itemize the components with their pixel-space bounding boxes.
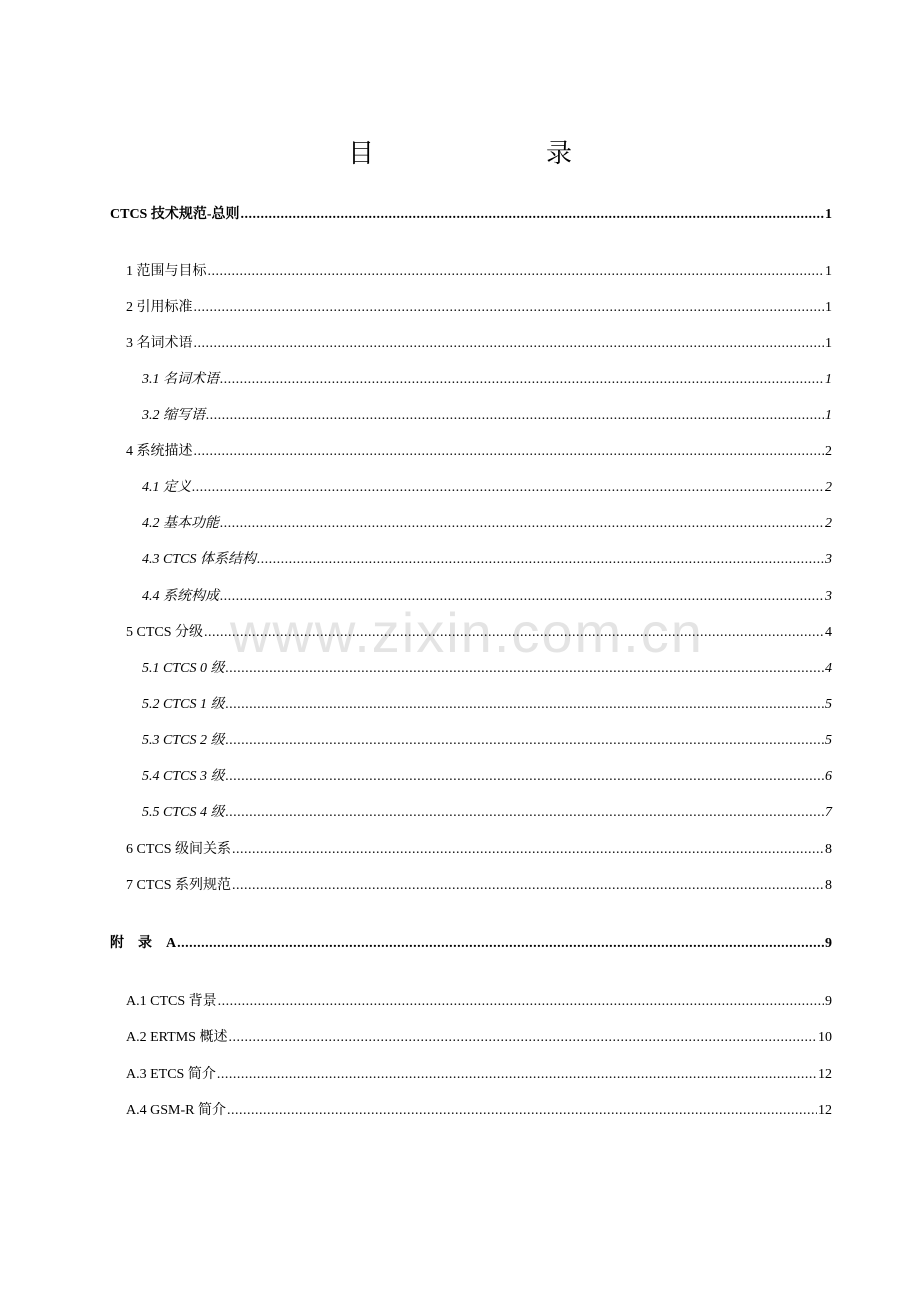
toc-leader-dots [241, 206, 824, 224]
toc-entry-label: 4.3 CTCS 体系结构 [142, 552, 256, 567]
toc-entry[interactable] [142, 804, 832, 822]
toc-entry[interactable] [126, 1029, 832, 1047]
toc-entry-page: 7 [825, 805, 832, 820]
toc-entry[interactable] [142, 768, 832, 786]
toc-entry[interactable] [126, 1066, 832, 1084]
toc-entry[interactable] [126, 993, 832, 1011]
toc-entry-page: 1 [825, 207, 832, 222]
toc-leader-dots [228, 1029, 817, 1047]
toc-entry-page: 1 [825, 372, 832, 387]
toc-entry-label: 5 CTCS 分级 [126, 625, 204, 640]
watermark: www.zixin.com.cn [230, 601, 704, 664]
toc-entry-label: A.2 ERTMS 概述 [126, 1030, 228, 1045]
toc-entry-page: 1 [825, 336, 832, 351]
toc-entry-page: 10 [818, 1030, 832, 1045]
toc-entry-label: A.1 CTCS 背景 [126, 994, 217, 1009]
toc-entry[interactable] [126, 263, 832, 281]
toc-entry-label: 6 CTCS 级间关系 [126, 842, 232, 857]
toc-entry-page: 1 [825, 264, 832, 279]
toc-entry[interactable] [110, 206, 832, 224]
toc-entry[interactable] [110, 935, 832, 953]
toc-entry-label: 4.2 基本功能 [142, 516, 219, 531]
toc-leader-dots [232, 877, 824, 895]
toc-entry-label: A.3 ETCS 简介 [126, 1067, 216, 1082]
toc-entry-label: 7 CTCS 系列规范 [126, 878, 232, 893]
toc-entry[interactable] [126, 335, 832, 353]
toc-leader-dots [204, 624, 824, 642]
toc-entry[interactable] [142, 660, 832, 678]
toc-entry[interactable] [126, 1102, 832, 1120]
toc-entry[interactable] [142, 407, 832, 425]
toc-entry-page: 2 [825, 516, 832, 531]
toc-entry-label: 4 系统描述 [126, 444, 193, 459]
toc-entry-page: 9 [825, 936, 832, 951]
page-title: 目 录 [347, 139, 612, 168]
toc-entry[interactable] [142, 732, 832, 750]
toc-leader-dots [225, 732, 824, 750]
toc-entry[interactable] [126, 443, 832, 461]
toc-entry[interactable] [142, 371, 832, 389]
toc-leader-dots [225, 660, 824, 678]
toc-entry[interactable] [126, 877, 832, 895]
toc-leader-dots [227, 1102, 817, 1120]
toc-leader-dots [257, 551, 824, 569]
toc-entry-label: 1 范围与目标 [126, 264, 207, 279]
toc-entry[interactable] [126, 841, 832, 859]
toc-leader-dots [218, 993, 824, 1011]
toc-entry[interactable] [126, 624, 832, 642]
toc-entry-page: 4 [825, 625, 832, 640]
toc-entry-label: 附 录 A [110, 936, 177, 951]
toc-entry-label: 5.1 CTCS 0 级 [142, 661, 225, 676]
toc-entry-page: 2 [825, 444, 832, 459]
toc-entry-page: 3 [825, 589, 832, 604]
toc-leader-dots [208, 263, 825, 281]
toc-entry-label: 4.4 系统构成 [142, 589, 219, 604]
toc-leader-dots [192, 479, 824, 497]
toc-entry-page: 12 [818, 1103, 832, 1118]
toc-entry-page: 12 [818, 1067, 832, 1082]
toc-entry[interactable] [142, 588, 832, 606]
toc-entry-page: 8 [825, 878, 832, 893]
toc-leader-dots [217, 1066, 817, 1084]
toc-entry-page: 3 [825, 552, 832, 567]
toc-entry-label: 5.2 CTCS 1 级 [142, 697, 225, 712]
toc-entry-page: 9 [825, 994, 832, 1009]
toc-entry-page: 1 [825, 408, 832, 423]
toc-entry-label: 4.1 定义 [142, 480, 191, 495]
toc-leader-dots [177, 935, 824, 953]
toc-leader-dots [194, 335, 825, 353]
toc-leader-dots [220, 371, 824, 389]
toc-entry-page: 2 [825, 480, 832, 495]
toc-entry-label: 2 引用标准 [126, 300, 193, 315]
toc-leader-dots [220, 515, 824, 533]
toc-entry-label: 3 名词术语 [126, 336, 193, 351]
toc-leader-dots [232, 841, 824, 859]
toc-leader-dots [220, 588, 824, 606]
toc-leader-dots [206, 407, 824, 425]
toc-leader-dots [225, 696, 824, 714]
toc-entry-page: 8 [825, 842, 832, 857]
toc-entry-page: 4 [825, 661, 832, 676]
toc-entry[interactable] [126, 299, 832, 317]
toc-leader-dots [225, 804, 824, 822]
toc-entry-page: 6 [825, 769, 832, 784]
toc-leader-dots [194, 443, 825, 461]
toc-entry-page: 5 [825, 733, 832, 748]
toc-entry-label: CTCS 技术规范-总则 [110, 207, 240, 222]
toc-entry-label: 3.2 缩写语 [142, 408, 205, 423]
toc-entry[interactable] [142, 696, 832, 714]
toc-entry[interactable] [142, 515, 832, 533]
toc-entry-page: 5 [825, 697, 832, 712]
toc-entry-label: 5.3 CTCS 2 级 [142, 733, 225, 748]
toc-leader-dots [194, 299, 825, 317]
toc-entry[interactable] [142, 551, 832, 569]
toc-entry[interactable] [142, 479, 832, 497]
toc-leader-dots [225, 768, 824, 786]
toc-entry-label: 3.1 名词术语 [142, 372, 219, 387]
toc-entry-label: 5.5 CTCS 4 级 [142, 805, 225, 820]
toc-entry-label: 5.4 CTCS 3 级 [142, 769, 225, 784]
toc-entry-page: 1 [825, 300, 832, 315]
toc-entry-label: A.4 GSM-R 简介 [126, 1103, 226, 1118]
